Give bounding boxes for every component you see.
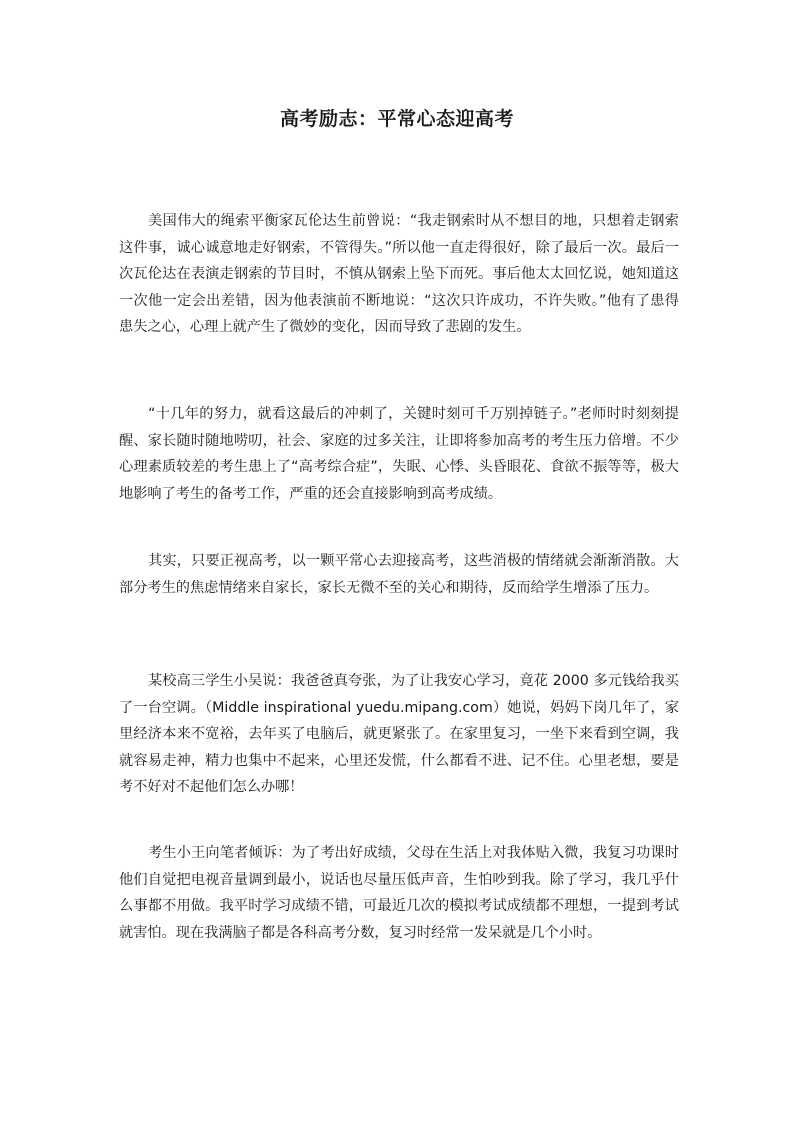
paragraph-1: 美国伟大的绳索平衡家瓦伦达生前曾说：“我走钢索时从不想目的地，只想着走钢索这件事，诚心诚意地走好钢索，不管得失。”所以他一直走得很好，除了最后一次。最后一次瓦伦达在表演走钢索的节目时，不慎从钢索上坠下而死。事后他太太回忆说，她知道这一次他一定会出差错，因为他表演前不断地说：“这次只许成功，不许失败。”他有了患得患失之心，心理上就产生了微妙的变化，因而导致了悲剧的发生。 [119,213,679,335]
paragraph-4: 某校高三学生小吴说：我爸爸真夸张，为了让我安心学习，竟花 2000 多元钱给我买了一台空调。（Middle inspirational yuedu.mipang.com）她说，妈妈下岗几年了，家里经济本来不宽裕，去年买了电脑后，就更紧张了。在家里复习，一坐下来看到空调，我就容易走神，精力也集中不起来，心里还发慌，什么都看不进、记不住。心里老想，要是考不好对不起他们怎么办哪！ [119,673,679,795]
paragraph-5: 考生小王向笔者倾诉：为了考出好成绩，父母在生活上对我体贴入微，我复习功课时他们自觉把电视音量调到最小，说话也尽量压低声音，生怕吵到我。除了学习，我几乎什么事都不用做。我平时学习成绩不错，可最近几次的模拟考试成绩都不理想，一提到考试就害怕。现在我满脑子都是各科高考分数，复习时经常一发呆就是几个小时。 [119,845,679,941]
paragraph-2: “十几年的努力，就看这最后的冲刺了，关键时刻可千万别掉链子。”老师时时刻刻提醒、家长随时随地唠叨，社会、家庭的过多关注，让即将参加高考的考生压力倍增。不少心理素质较差的考生患上了“高考综合症”，失眠、心悸、头昏眼花、食欲不振等等，极大地影响了考生的备考工作，严重的还会直接影响到高考成绩。 [119,406,679,502]
paragraph-3: 其实，只要正视高考，以一颗平常心去迎接高考，这些消极的情绪就会渐渐消散。大部分考生的焦虑情绪来自家长，家长无微不至的关心和期待，反而给学生增添了压力。 [119,553,679,596]
page-title: 高考励志：平常心态迎高考 [279,108,514,130]
